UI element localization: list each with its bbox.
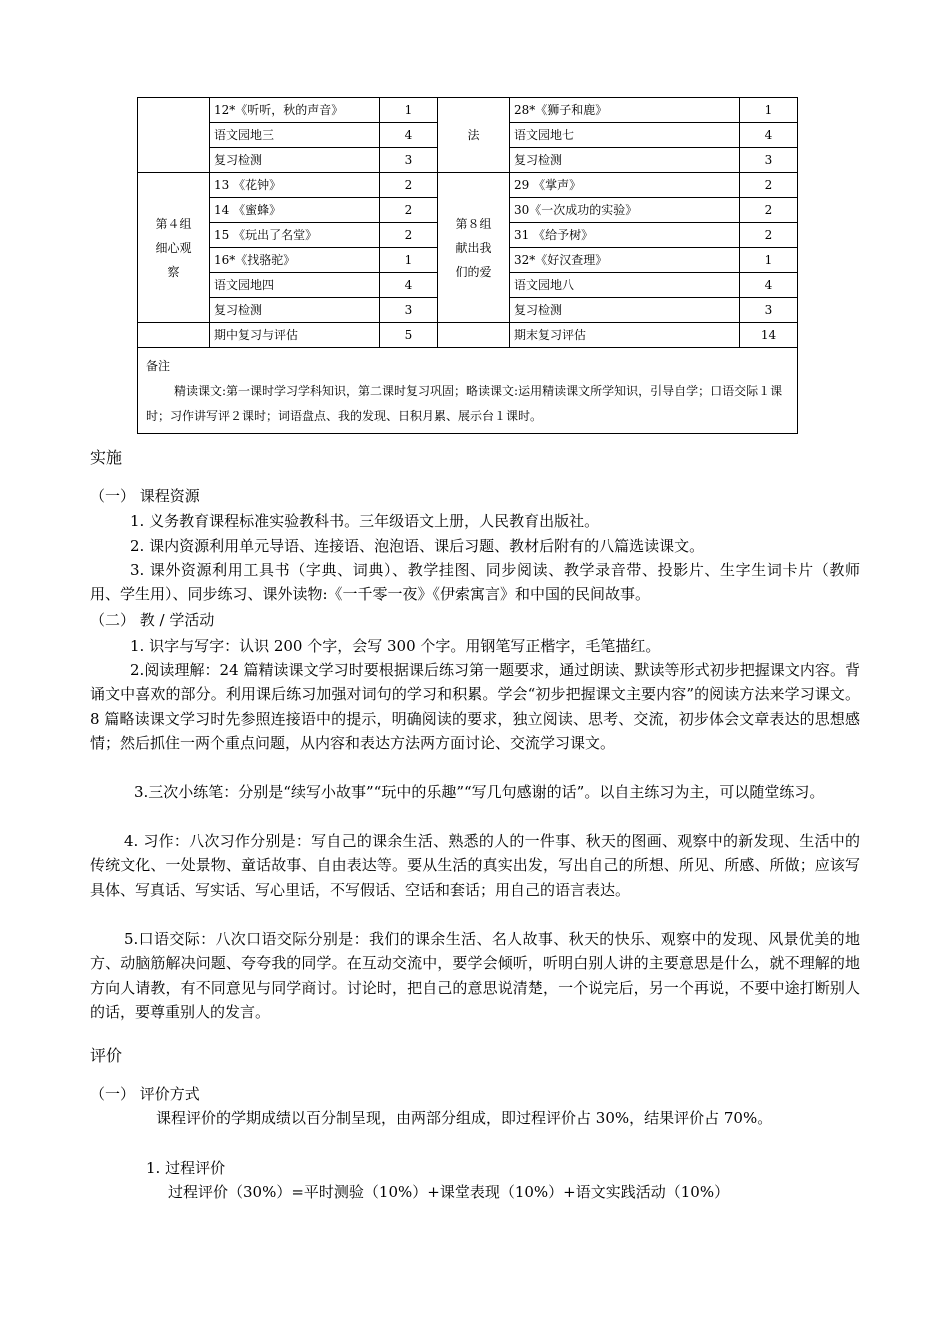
group-cell-empty	[138, 98, 210, 173]
lesson-cell: 期末复习评估	[510, 323, 740, 348]
subheading-teaching-activities: （二） 教 / 学活动	[90, 611, 215, 629]
group-cell	[438, 173, 510, 323]
lesson-cell: 32*《好汉查理》	[510, 248, 740, 273]
lesson-cell: 15 《玩出了名堂》	[210, 223, 380, 248]
resource-item: 3. 课外资源利用工具书（字典、词典）、教学挂图、同步阅读、教学录音带、投影片、生字生词卡片（教师用、学生用）、同步练习、课外读物:《一千零一夜》《伊索寓言》和中国的民间故事。	[90, 561, 860, 604]
lesson-cell: 语文园地八	[510, 273, 740, 298]
lesson-cell: 28*《狮子和鹿》	[510, 98, 740, 123]
hours-cell: 3	[380, 148, 438, 173]
hours-cell: 4	[740, 273, 798, 298]
table-row	[138, 173, 798, 198]
lesson-cell: 14 《蜜蜂》	[210, 198, 380, 223]
lesson-cell: 12*《听听，秋的声音》	[210, 98, 380, 123]
hours-cell: 1	[740, 98, 798, 123]
lesson-cell: 语文园地四	[210, 273, 380, 298]
resource-item: 1. 义务教育课程标准实验教科书。三年级语文上册，人民教育出版社。	[130, 512, 600, 530]
table-row	[138, 323, 798, 348]
group-cell	[138, 173, 210, 323]
group-cell-empty	[438, 323, 510, 348]
group-cell-empty	[138, 323, 210, 348]
evaluation-subtitle: 1. 过程评价	[146, 1159, 226, 1177]
lesson-cell: 复习检测	[510, 148, 740, 173]
lesson-cell: 31 《给予树》	[510, 223, 740, 248]
activity-item: 1. 识字与写字：认识 200 个字，会写 300 个字。用钢笔写正楷字，毛笔描红。	[130, 637, 661, 655]
hours-cell: 5	[380, 323, 438, 348]
notes-body: 精读课文:第一课时学习学科知识，第二课时复习巩固；略读课文:运用精读课文所学知识，引导自学；口语交际１课时；习作讲写评２课时；词语盘点、我的发现、日积月累、展示台１课时。	[146, 384, 783, 423]
hours-cell: 2	[380, 198, 438, 223]
section-heading-implementation: 实施	[90, 448, 123, 467]
lesson-cell: 期中复习与评估	[210, 323, 380, 348]
hours-cell: 14	[740, 323, 798, 348]
hours-cell: 4	[380, 123, 438, 148]
hours-cell: 4	[740, 123, 798, 148]
section-heading-evaluation: 评价	[90, 1046, 123, 1065]
lesson-cell: 语文园地七	[510, 123, 740, 148]
lesson-cell: 29 《掌声》	[510, 173, 740, 198]
subheading-evaluation-method: （一） 评价方式	[90, 1085, 200, 1103]
lesson-cell: 复习检测	[510, 298, 740, 323]
lesson-cell: 复习检测	[210, 298, 380, 323]
evaluation-intro: 课程评价的学期成绩以百分制呈现，由两部分组成，即过程评价占 30%，结果评价占 70%。	[156, 1109, 773, 1127]
subheading-course-resources: （一） 课程资源	[90, 487, 200, 505]
hours-cell: 3	[740, 298, 798, 323]
activity-item: 4. 习作：八次习作分别是：写自己的课余生活、熟悉的人的一件事、秋天的图画、观察中的新发现、生活中的传统文化、一处景物、童话故事、自由表达等。要从生活的真实出发，写出自己的所想、所见、所感、所做；应该写具体、写真话、写实话、写心里话，不写假话、空话和套话；用自己的语言表达。	[90, 832, 860, 899]
hours-cell: 2	[740, 173, 798, 198]
hours-cell: 1	[380, 248, 438, 273]
activity-item: 5.口语交际：八次口语交际分别是：我们的课余生活、名人故事、秋天的快乐、观察中的发现、风景优美的地方、动脑筋解决问题、夸夸我的同学。在互动交流中，要学会倾听，听明白别人讲的主要意思是什么，就不理解的地方向人请教，有不同意见与同学商讨。讨论时，把自己的意思说清楚，一个说完后，另一个再说，不要中途打断别人的话，要尊重别人的发言。	[90, 930, 860, 1022]
hours-cell: 3	[380, 298, 438, 323]
notes-title: 备注	[146, 359, 171, 373]
hours-cell: 2	[380, 173, 438, 198]
lesson-cell: 16*《找骆驼》	[210, 248, 380, 273]
hours-cell: 2	[740, 198, 798, 223]
hours-cell: 2	[380, 223, 438, 248]
table-row	[138, 348, 798, 434]
hours-cell: 3	[740, 148, 798, 173]
lesson-cell: 13 《花钟》	[210, 173, 380, 198]
group-label: 第８组献出我们的爱	[455, 216, 492, 279]
lesson-cell: 30《一次成功的实验》	[510, 198, 740, 223]
lesson-schedule-table	[137, 97, 798, 434]
hours-cell: 1	[380, 98, 438, 123]
activity-item: 2.阅读理解：24 篇精读课文学习时要根据课后练习第一题要求，通过朗读、默读等形式初步把握课文内容。背诵文中喜欢的部分。利用课后练习加强对词句的学习和积累。学会“初步把握课文主要内容”的阅读方法来学习课文。8 篇略读课文学习时先参照连接语中的提示，明确阅读的要求，独立阅读、思考、交流，初步体会文章表达的思想感情；然后抓住一两个重点问题，从内容和表达方法两方面讨论、交流学习课文。	[90, 661, 860, 753]
resource-item: 2. 课内资源利用单元导语、连接语、泡泡语、课后习题、教材后附有的八篇选读课文。	[130, 537, 705, 555]
hours-cell: 2	[740, 223, 798, 248]
group-cell: 法	[438, 98, 510, 173]
group-label: 第４组细心观察	[155, 216, 192, 279]
evaluation-formula: 过程评价（30%）=平时测验（10%）+课堂表现（10%）+语文实践活动（10%）	[168, 1183, 730, 1201]
lesson-cell: 语文园地三	[210, 123, 380, 148]
hours-cell: 4	[380, 273, 438, 298]
table-row	[138, 98, 798, 123]
hours-cell: 1	[740, 248, 798, 273]
activity-item: 3.三次小练笔：分别是“续写小故事”“玩中的乐趣”“写几句感谢的话”。以自主练习为主，可以随堂练习。	[134, 783, 825, 801]
notes-cell	[138, 348, 798, 434]
lesson-cell: 复习检测	[210, 148, 380, 173]
